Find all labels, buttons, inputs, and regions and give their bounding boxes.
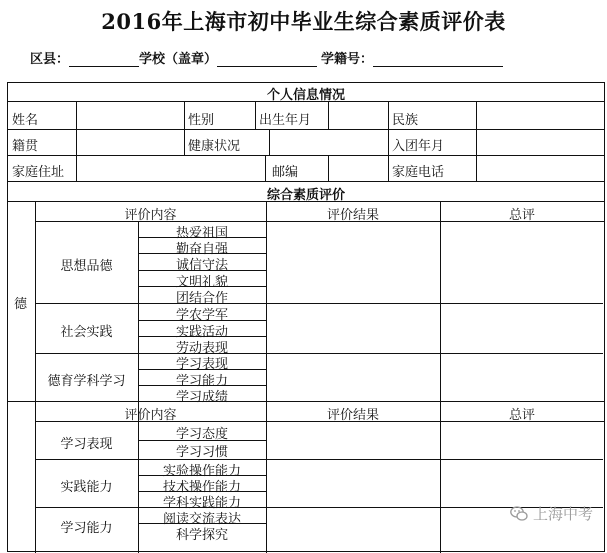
label-native-place: 籍贯	[12, 139, 39, 154]
header-result: 评价结果	[326, 208, 379, 223]
item-label: 科学探究	[175, 528, 228, 543]
item-label: 学习表现	[175, 357, 228, 372]
item-label: 实践活动	[175, 325, 228, 340]
item-label: 热爱祖国	[175, 226, 228, 241]
item-label: 阅读交流表达	[162, 512, 241, 527]
form-title: 2016年上海市初中毕业生综合素质评价表	[101, 9, 506, 34]
school-label: 学校（盖章）	[139, 52, 218, 67]
label-name: 姓名	[12, 113, 39, 128]
school-field[interactable]	[217, 52, 317, 67]
student-id-label: 学籍号：	[321, 52, 374, 67]
item-label: 劳动表现	[175, 341, 228, 356]
item-label: 学农学军	[175, 308, 228, 323]
header-result: 评价结果	[326, 408, 379, 423]
label-health: 健康状况	[188, 139, 241, 154]
watermark-text: 上海中考	[532, 505, 593, 523]
group-name: 学习表现	[60, 437, 113, 452]
label-gender: 性别	[188, 113, 215, 128]
label-phone: 家庭电话	[392, 165, 445, 180]
wechat-icon	[510, 506, 528, 522]
watermark	[510, 503, 593, 524]
item-label: 学习态度	[175, 427, 228, 442]
category-de: 德	[14, 297, 28, 312]
header-summary: 总评	[508, 208, 535, 223]
item-label: 学习能力	[175, 374, 228, 389]
section-overall-title: 综合素质评价	[266, 188, 345, 203]
item-label: 实验操作能力	[162, 464, 241, 479]
group-name: 实践能力	[60, 480, 113, 495]
label-postcode: 邮编	[272, 165, 299, 180]
group-name: 学习能力	[60, 521, 113, 536]
district-field[interactable]	[69, 52, 139, 67]
student-id-field[interactable]	[373, 52, 503, 67]
item-label: 学习成绩	[175, 390, 228, 405]
group-name: 思想品德	[60, 259, 113, 274]
label-birth: 出生年月	[259, 113, 312, 128]
header-summary: 总评	[508, 408, 535, 423]
item-label: 学科实践能力	[162, 496, 241, 511]
form-meta-row	[30, 48, 503, 67]
label-ethnicity: 民族	[392, 113, 419, 128]
district-label: 区县：	[30, 52, 70, 67]
group-name: 德育学科学习	[47, 374, 126, 389]
item-label: 文明礼貌	[175, 275, 228, 290]
header-content: 评价内容	[124, 408, 177, 423]
item-label: 勤奋自强	[175, 242, 228, 257]
label-address: 家庭住址	[12, 165, 65, 180]
item-label: 诚信守法	[175, 258, 228, 273]
label-league-date: 入团年月	[392, 139, 445, 154]
item-label: 团结合作	[175, 291, 228, 306]
item-label: 技术操作能力	[162, 480, 241, 495]
section-personal-title: 个人信息情况	[266, 88, 345, 103]
evaluation-table	[7, 82, 605, 552]
header-content: 评价内容	[124, 208, 177, 223]
group-name: 社会实践	[60, 325, 113, 340]
item-label: 学习习惯	[175, 445, 228, 460]
